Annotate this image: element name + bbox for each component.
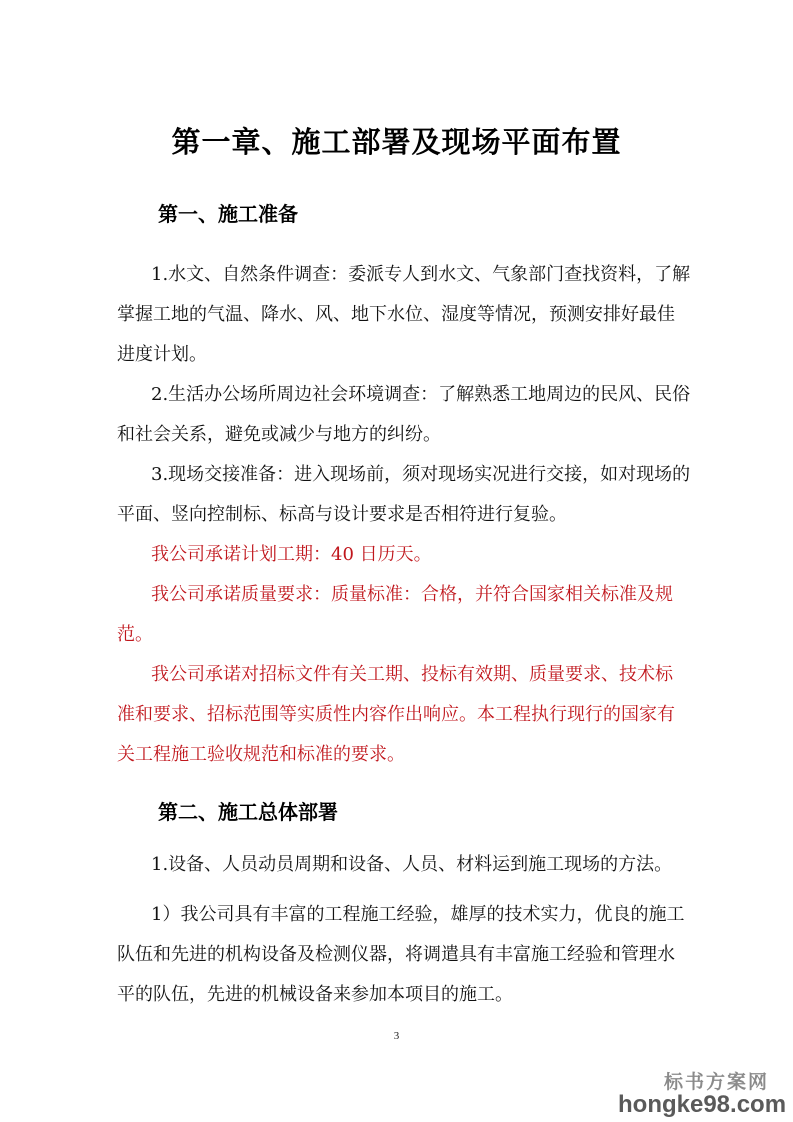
commitment-line: 准和要求、招标范围等实质性内容作出响应。本工程执行现行的国家有 <box>117 704 675 725</box>
paragraph-line: 1.水文、自然条件调查：委派专人到水文、气象部门查找资料，了解 <box>151 264 691 285</box>
watermark-url: hongke98.com <box>618 1091 787 1118</box>
commitment-line: 我公司承诺对招标文件有关工期、投标有效期、质量要求、技术标 <box>151 664 673 685</box>
commitment-line: 范。 <box>117 624 153 645</box>
paragraph-line: 进度计划。 <box>117 344 207 365</box>
paragraph-line: 队伍和先进的机构设备及检测仪器，将调遣具有丰富施工经验和管理水 <box>117 944 675 965</box>
section-heading-deployment: 第二、施工总体部署 <box>158 800 338 824</box>
paragraph-line: 3.现场交接准备：进入现场前，须对现场实况进行交接，如对现场的 <box>151 464 691 485</box>
watermark-logo-text: 标书方案网 <box>664 1071 770 1093</box>
paragraph-line: 平的队伍，先进的机械设备来参加本项目的施工。 <box>117 984 513 1005</box>
section-heading-preparation: 第一、施工准备 <box>158 202 298 226</box>
paragraph-line: 2.生活办公场所周边社会环境调查：了解熟悉工地周边的民风、民俗 <box>151 384 691 405</box>
paragraph-line: 平面、竖向控制标、标高与设计要求是否相符进行复验。 <box>117 504 567 525</box>
commitment-line: 我公司承诺计划工期：40 日历天。 <box>151 544 432 565</box>
paragraph-line: 掌握工地的气温、降水、风、地下水位、湿度等情况，预测安排好最佳 <box>117 304 675 325</box>
chapter-title: 第一章、施工部署及现场平面布置 <box>171 125 622 159</box>
commitment-line: 关工程施工验收规范和标准的要求。 <box>117 744 405 765</box>
paragraph-line: 1）我公司具有丰富的工程施工经验，雄厚的技术实力，优良的施工 <box>151 904 685 925</box>
paragraph-line: 和社会关系，避免或减少与地方的纠纷。 <box>117 424 441 445</box>
commitment-line: 我公司承诺质量要求：质量标准：合格，并符合国家相关标准及规 <box>151 584 673 605</box>
paragraph-line: 1.设备、人员动员周期和设备、人员、材料运到施工现场的方法。 <box>151 854 673 875</box>
page-number: 3 <box>393 1030 400 1042</box>
